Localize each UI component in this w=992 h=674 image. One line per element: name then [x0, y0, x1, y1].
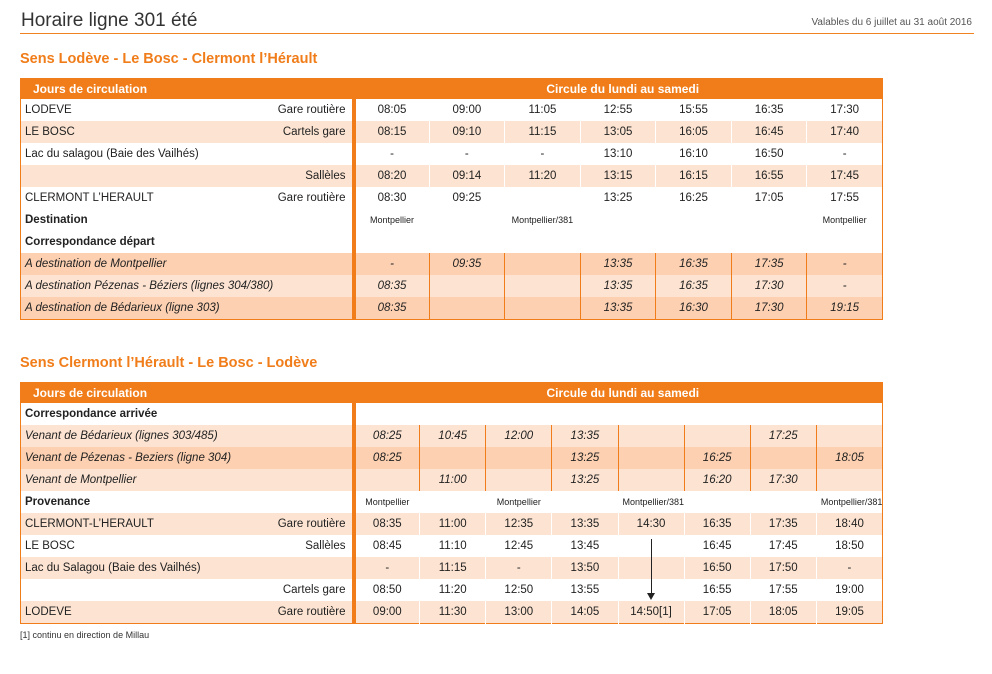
correspondance-row [21, 447, 883, 469]
stop-place: Gare routière [277, 606, 346, 618]
correspondance-time: 08:35 [354, 297, 430, 320]
correspondance-time: 17:25 [750, 425, 816, 447]
destination-value: Montpellier [807, 209, 883, 231]
correspondance-row [21, 425, 883, 447]
time-cell: 14:50[1] [618, 601, 684, 624]
table-row [21, 557, 883, 579]
arrow-head-icon [647, 593, 655, 600]
table-header-row [21, 79, 883, 100]
correspondance-name: A destination de Montpellier [21, 253, 354, 275]
time-cell: 15:55 [656, 99, 732, 121]
correspondance-time: 11:00 [420, 469, 486, 491]
column-header-schedule: Circule du lundi au samedi [354, 79, 883, 100]
stop-cell [21, 99, 354, 121]
time-cell: 13:45 [552, 535, 618, 557]
column-header-schedule: Circule du lundi au samedi [354, 383, 883, 404]
correspondance-time [420, 447, 486, 469]
stop-place: Sallèles [305, 170, 346, 182]
correspondance-time [816, 469, 882, 491]
time-cell: 17:30 [807, 99, 883, 121]
correspondance-arrivee-value [816, 403, 882, 425]
stop-name: CLERMONT-L’HERAULT [25, 518, 154, 530]
correspondance-time [816, 425, 882, 447]
stop-name: LE BOSC [25, 126, 75, 138]
destination-label: Destination [21, 209, 354, 231]
time-cell: 16:55 [684, 579, 750, 601]
correspondance-time: 13:25 [552, 469, 618, 491]
table-row [21, 165, 883, 187]
provenance-value: Montpellier/381 [618, 491, 684, 513]
time-cell: 17:55 [807, 187, 883, 209]
correspondance-arrivee-value [354, 403, 420, 425]
time-cell: 18:40 [816, 513, 882, 535]
correspondance-name: A destination de Bédarieux (ligne 303) [21, 297, 354, 320]
correspondance-arrivee-value [486, 403, 552, 425]
time-cell: 13:35 [552, 513, 618, 535]
correspondance-depart-label: Correspondance départ [21, 231, 354, 253]
correspondance-time: 10:45 [420, 425, 486, 447]
correspondance-name: Venant de Pézenas - Beziers (ligne 304) [21, 447, 354, 469]
time-cell: 08:30 [354, 187, 430, 209]
time-cell: 08:20 [354, 165, 430, 187]
correspondance-time: 13:35 [552, 425, 618, 447]
time-cell: 16:45 [684, 535, 750, 557]
time-cell: 11:00 [420, 513, 486, 535]
time-cell: 11:15 [420, 557, 486, 579]
table-row [21, 579, 883, 601]
correspondance-time: 16:25 [684, 447, 750, 469]
provenance-row [21, 491, 883, 513]
time-cell: 17:40 [807, 121, 883, 143]
table-row [21, 143, 883, 165]
correspondance-time: 17:30 [750, 469, 816, 491]
correspondance-time [429, 275, 505, 297]
provenance-value [552, 491, 618, 513]
page-title: Horaire ligne 301 été [21, 10, 198, 31]
time-cell: - [505, 143, 581, 165]
time-cell: 09:00 [354, 601, 420, 624]
time-cell: 19:05 [816, 601, 882, 624]
time-cell: 08:35 [354, 513, 420, 535]
correspondance-arrivee-label: Correspondance arrivée [21, 403, 354, 425]
time-cell: 13:05 [580, 121, 656, 143]
correspondance-time: 09:35 [429, 253, 505, 275]
time-cell: 17:55 [750, 579, 816, 601]
table-row [21, 99, 883, 121]
time-cell: 16:05 [656, 121, 732, 143]
time-cell: 16:45 [731, 121, 807, 143]
destination-value: Montpellier/381 [505, 209, 581, 231]
section2-title: Sens Clermont l’Hérault - Le Bosc - Lodève [20, 355, 318, 371]
time-cell: 08:50 [354, 579, 420, 601]
time-cell: 09:10 [429, 121, 505, 143]
time-cell: - [354, 143, 430, 165]
continuation-arrow-icon [651, 539, 652, 595]
correspondance-name: A destination Pézenas - Béziers (lignes 304/380) [21, 275, 354, 297]
time-cell: 09:14 [429, 165, 505, 187]
correspondance-time: 12:00 [486, 425, 552, 447]
correspondance-time [505, 275, 581, 297]
correspondance-name: Venant de Montpellier [21, 469, 354, 491]
stop-place: Gare routière [277, 192, 346, 204]
time-cell: 12:45 [486, 535, 552, 557]
correspondance-row [21, 297, 883, 320]
time-cell: 17:05 [684, 601, 750, 624]
time-cell: 16:10 [656, 143, 732, 165]
table-header-row [21, 383, 883, 404]
time-cell: - [807, 143, 883, 165]
time-cell: 16:50 [731, 143, 807, 165]
provenance-label: Provenance [21, 491, 354, 513]
correspondance-time [505, 253, 581, 275]
correspondance-depart-value [656, 231, 732, 253]
destination-value [731, 209, 807, 231]
correspondance-time: 13:35 [580, 253, 656, 275]
correspondance-time: 13:35 [580, 297, 656, 320]
time-cell: 11:10 [420, 535, 486, 557]
time-cell: 08:05 [354, 99, 430, 121]
correspondance-time: 16:20 [684, 469, 750, 491]
time-cell: - [486, 557, 552, 579]
time-cell: 13:25 [580, 187, 656, 209]
stop-cell [21, 143, 354, 165]
destination-value [429, 209, 505, 231]
column-header-days: Jours de circulation [21, 79, 354, 100]
correspondance-time [505, 297, 581, 320]
time-cell: 16:35 [684, 513, 750, 535]
time-cell: 13:10 [580, 143, 656, 165]
stop-place: Sallèles [305, 540, 346, 552]
correspondance-time: 13:35 [580, 275, 656, 297]
destination-value [656, 209, 732, 231]
schedule-table-clermont-lodeve [20, 382, 883, 624]
stop-cell [21, 601, 354, 624]
correspondance-time [486, 469, 552, 491]
time-cell: 11:15 [505, 121, 581, 143]
time-cell: - [816, 557, 882, 579]
correspondance-depart-row [21, 231, 883, 253]
stop-cell [21, 513, 354, 535]
stop-cell [21, 165, 354, 187]
stop-name: LE BOSC [25, 540, 75, 552]
validity-dates: Valables du 6 juillet au 31 août 2016 [811, 17, 972, 28]
time-cell: 09:00 [429, 99, 505, 121]
correspondance-time: 17:35 [731, 253, 807, 275]
time-cell: 13:55 [552, 579, 618, 601]
provenance-value: Montpellier [486, 491, 552, 513]
stop-cell [21, 557, 354, 579]
stop-cell [21, 187, 354, 209]
stop-place: Gare routière [277, 104, 346, 116]
correspondance-time: 08:25 [354, 447, 420, 469]
time-cell: 17:45 [807, 165, 883, 187]
correspondance-arrivee-value [750, 403, 816, 425]
correspondance-arrivee-value [552, 403, 618, 425]
stop-cell [21, 579, 354, 601]
time-cell: 12:35 [486, 513, 552, 535]
stop-name: LODEVE [25, 606, 72, 618]
correspondance-arrivee-value [420, 403, 486, 425]
correspondance-name: Venant de Bédarieux (lignes 303/485) [21, 425, 354, 447]
time-cell: 17:05 [731, 187, 807, 209]
correspondance-time: - [807, 275, 883, 297]
correspondance-time [684, 425, 750, 447]
correspondance-time [618, 447, 684, 469]
time-cell: 12:50 [486, 579, 552, 601]
time-cell: 16:35 [731, 99, 807, 121]
provenance-value [420, 491, 486, 513]
correspondance-time [618, 425, 684, 447]
time-cell: 18:50 [816, 535, 882, 557]
column-header-days: Jours de circulation [21, 383, 354, 404]
time-cell: 08:45 [354, 535, 420, 557]
stop-name: Lac du salagou (Baie des Vailhés) [25, 148, 199, 160]
time-cell [505, 187, 581, 209]
destination-value: Montpellier [354, 209, 430, 231]
time-cell: - [429, 143, 505, 165]
time-cell: 17:50 [750, 557, 816, 579]
destination-value [580, 209, 656, 231]
correspondance-time: 16:35 [656, 253, 732, 275]
stop-name: CLERMONT L’HERAULT [25, 192, 154, 204]
time-cell: 16:55 [731, 165, 807, 187]
correspondance-time: 08:35 [354, 275, 430, 297]
correspondance-time [750, 447, 816, 469]
stop-place: Cartels gare [282, 584, 346, 596]
section1-title: Sens Lodève - Le Bosc - Clermont l’Hérault [20, 51, 318, 67]
time-cell: 11:20 [420, 579, 486, 601]
time-cell: 09:25 [429, 187, 505, 209]
time-cell: 16:50 [684, 557, 750, 579]
time-cell: 11:20 [505, 165, 581, 187]
correspondance-time: 19:15 [807, 297, 883, 320]
time-cell: 13:00 [486, 601, 552, 624]
correspondance-time [354, 469, 420, 491]
correspondance-time: 13:25 [552, 447, 618, 469]
correspondance-time: 16:30 [656, 297, 732, 320]
provenance-value [684, 491, 750, 513]
correspondance-time: - [354, 253, 430, 275]
table-row [21, 535, 883, 557]
correspondance-depart-value [580, 231, 656, 253]
table-row [21, 187, 883, 209]
title-divider [20, 33, 974, 34]
stop-place: Cartels gare [282, 126, 346, 138]
time-cell: 11:05 [505, 99, 581, 121]
correspondance-depart-value [505, 231, 581, 253]
time-cell: 08:15 [354, 121, 430, 143]
correspondance-time: 16:35 [656, 275, 732, 297]
table-row [21, 121, 883, 143]
time-cell: 17:45 [750, 535, 816, 557]
schedule-table-lodeve-clermont [20, 78, 883, 320]
correspondance-row [21, 253, 883, 275]
correspondance-time: 18:05 [816, 447, 882, 469]
correspondance-depart-value [429, 231, 505, 253]
stop-name: Lac du Salagou (Baie des Vailhés) [25, 562, 201, 574]
time-cell: 11:30 [420, 601, 486, 624]
correspondance-time: - [807, 253, 883, 275]
correspondance-row [21, 275, 883, 297]
correspondance-arrivee-row [21, 403, 883, 425]
correspondance-depart-value [807, 231, 883, 253]
provenance-value [750, 491, 816, 513]
table-row [21, 601, 883, 624]
time-cell: 12:55 [580, 99, 656, 121]
correspondance-row [21, 469, 883, 491]
correspondance-time: 17:30 [731, 297, 807, 320]
correspondance-time [486, 447, 552, 469]
destination-row [21, 209, 883, 231]
time-cell: 16:15 [656, 165, 732, 187]
time-cell: 14:05 [552, 601, 618, 624]
correspondance-time: 17:30 [731, 275, 807, 297]
correspondance-arrivee-value [618, 403, 684, 425]
correspondance-arrivee-value [684, 403, 750, 425]
time-cell: 13:50 [552, 557, 618, 579]
time-cell: 16:25 [656, 187, 732, 209]
provenance-value: Montpellier [354, 491, 420, 513]
time-cell: - [354, 557, 420, 579]
stop-cell [21, 535, 354, 557]
stop-place: Gare routière [277, 518, 346, 530]
stop-cell [21, 121, 354, 143]
correspondance-depart-value [731, 231, 807, 253]
time-cell: 18:05 [750, 601, 816, 624]
correspondance-time [429, 297, 505, 320]
correspondance-time: 08:25 [354, 425, 420, 447]
footnote: [1] continu en direction de Millau [20, 630, 150, 640]
time-cell: 19:00 [816, 579, 882, 601]
correspondance-depart-value [354, 231, 430, 253]
stop-name: LODEVE [25, 104, 72, 116]
provenance-value: Montpellier/381 [816, 491, 882, 513]
table-row [21, 513, 883, 535]
time-cell: 14:30 [618, 513, 684, 535]
correspondance-time [618, 469, 684, 491]
time-cell: 13:15 [580, 165, 656, 187]
time-cell: 17:35 [750, 513, 816, 535]
